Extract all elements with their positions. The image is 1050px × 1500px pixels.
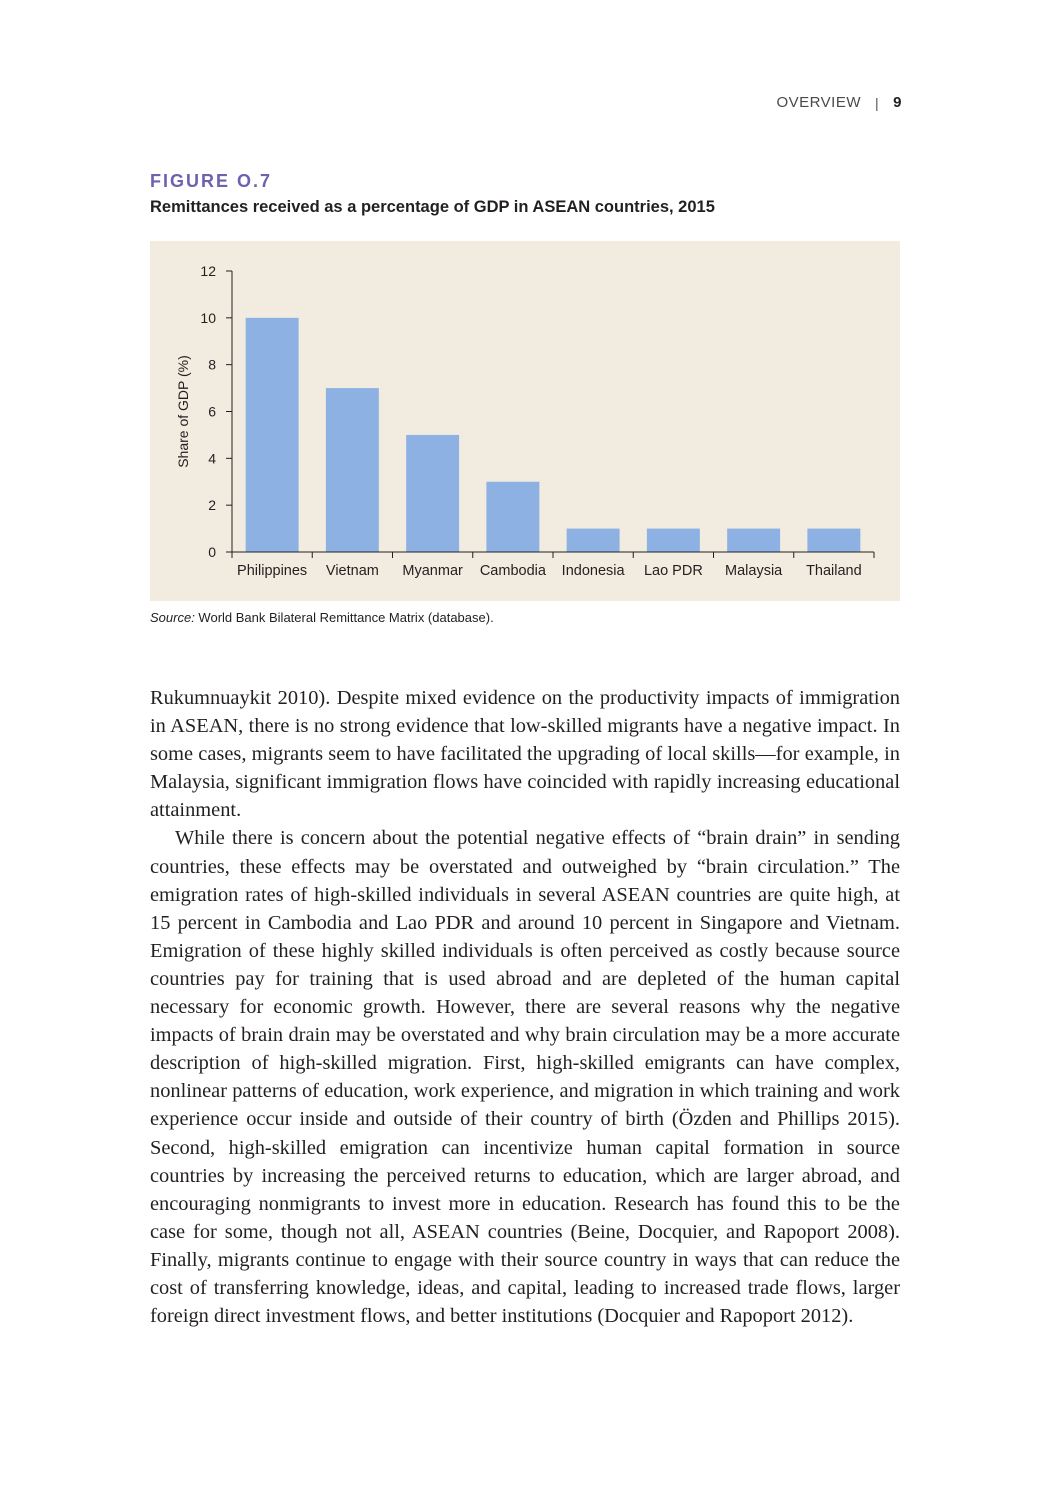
bar-chart	[150, 241, 900, 601]
y-tick-label: 12	[200, 263, 216, 279]
x-tick-label: Malaysia	[725, 563, 783, 579]
y-tick-label: 6	[208, 403, 216, 420]
running-head	[776, 94, 902, 111]
y-tick-label: 0	[208, 544, 216, 560]
running-head-separator: |	[875, 94, 880, 111]
bar	[486, 482, 539, 552]
bar	[567, 529, 620, 552]
x-tick-label: Cambodia	[479, 563, 546, 579]
x-tick-label: Myanmar	[402, 563, 463, 579]
y-tick-label: 10	[200, 309, 216, 326]
x-tick-label: Philippines	[237, 563, 308, 579]
body-paragraph: Rukumnuaykit 2010). Despite mixed evidence on the productivity impacts of immigration in ASEAN, there is no strong evidence that low-skilled migrants have a negative impact. In some cases, migrants seem to have facilitated the upgrading of local skills—for example, in Malaysia, significant immigration flows have coincided with rapidly increasing educational attainment.	[150, 687, 900, 822]
bar	[727, 529, 780, 552]
page-number: 9	[893, 94, 902, 111]
x-tick-label: Thailand	[806, 563, 862, 579]
x-tick-label: Vietnam	[325, 563, 379, 579]
x-tick-label: Indonesia	[561, 563, 625, 579]
bar	[246, 318, 299, 552]
body-text	[150, 684, 900, 1330]
y-tick-label: 8	[208, 356, 216, 373]
y-tick-label: 2	[208, 497, 216, 514]
body-paragraph: While there is concern about the potential negative effects of “brain drain” in sending countries, these effects may be overstated and outweighed by “brain circulation.” The emigration rates of high-skilled individuals in several ASEAN countries are quite high, at 15 percent in Cambodia and Lao PDR and around 10 percent in Singapore and Vietnam. Emigration of these highly skilled individuals is often perceived as costly because source countries pay for training that is used abroad and are depleted of the human capital necessary for economic growth. However, there are several reasons why the negative impacts of brain drain may be overstated and why brain circulation may be a more accurate description of high-skilled migration. First, high-skilled emigrants can have complex, nonlinear patterns of education, work experience, and migration in which training and work experience occur inside and outside of their country of birth (Özden and Phillips 2015). Second, high-skilled emigration can incentivize human capital formation in source countries by increasing the perceived returns to education, which are larger abroad, and encouraging nonmigrants to invest more in education. Research has found this to be the case for some, though not all, ASEAN countries (Beine, Docquier, and Rapoport 2008). Finally, migrants continue to engage with their source country in ways that can reduce the cost of transferring knowledge, ideas, and capital, leading to increased trade flows, larger foreign direct investment flows, and better institutions (Docquier and Rapoport 2012).	[150, 827, 900, 1328]
bar	[807, 529, 860, 552]
source-label: Source:	[150, 610, 195, 625]
figure-source	[150, 610, 494, 625]
bar	[406, 435, 459, 552]
y-axis-label: Share of GDP (%)	[175, 355, 191, 468]
bar	[326, 388, 379, 552]
y-tick-label: 4	[208, 450, 216, 467]
x-tick-label: Lao PDR	[643, 563, 703, 579]
running-head-section: OVERVIEW	[776, 94, 862, 111]
source-text: World Bank Bilateral Remittance Matrix (database).	[194, 610, 494, 625]
chart-panel	[150, 241, 900, 601]
figure-title: Remittances received as a percentage of GDP in ASEAN countries, 2015	[150, 198, 715, 216]
bar	[647, 529, 700, 552]
figure-label: FIGURE O.7	[150, 171, 273, 191]
